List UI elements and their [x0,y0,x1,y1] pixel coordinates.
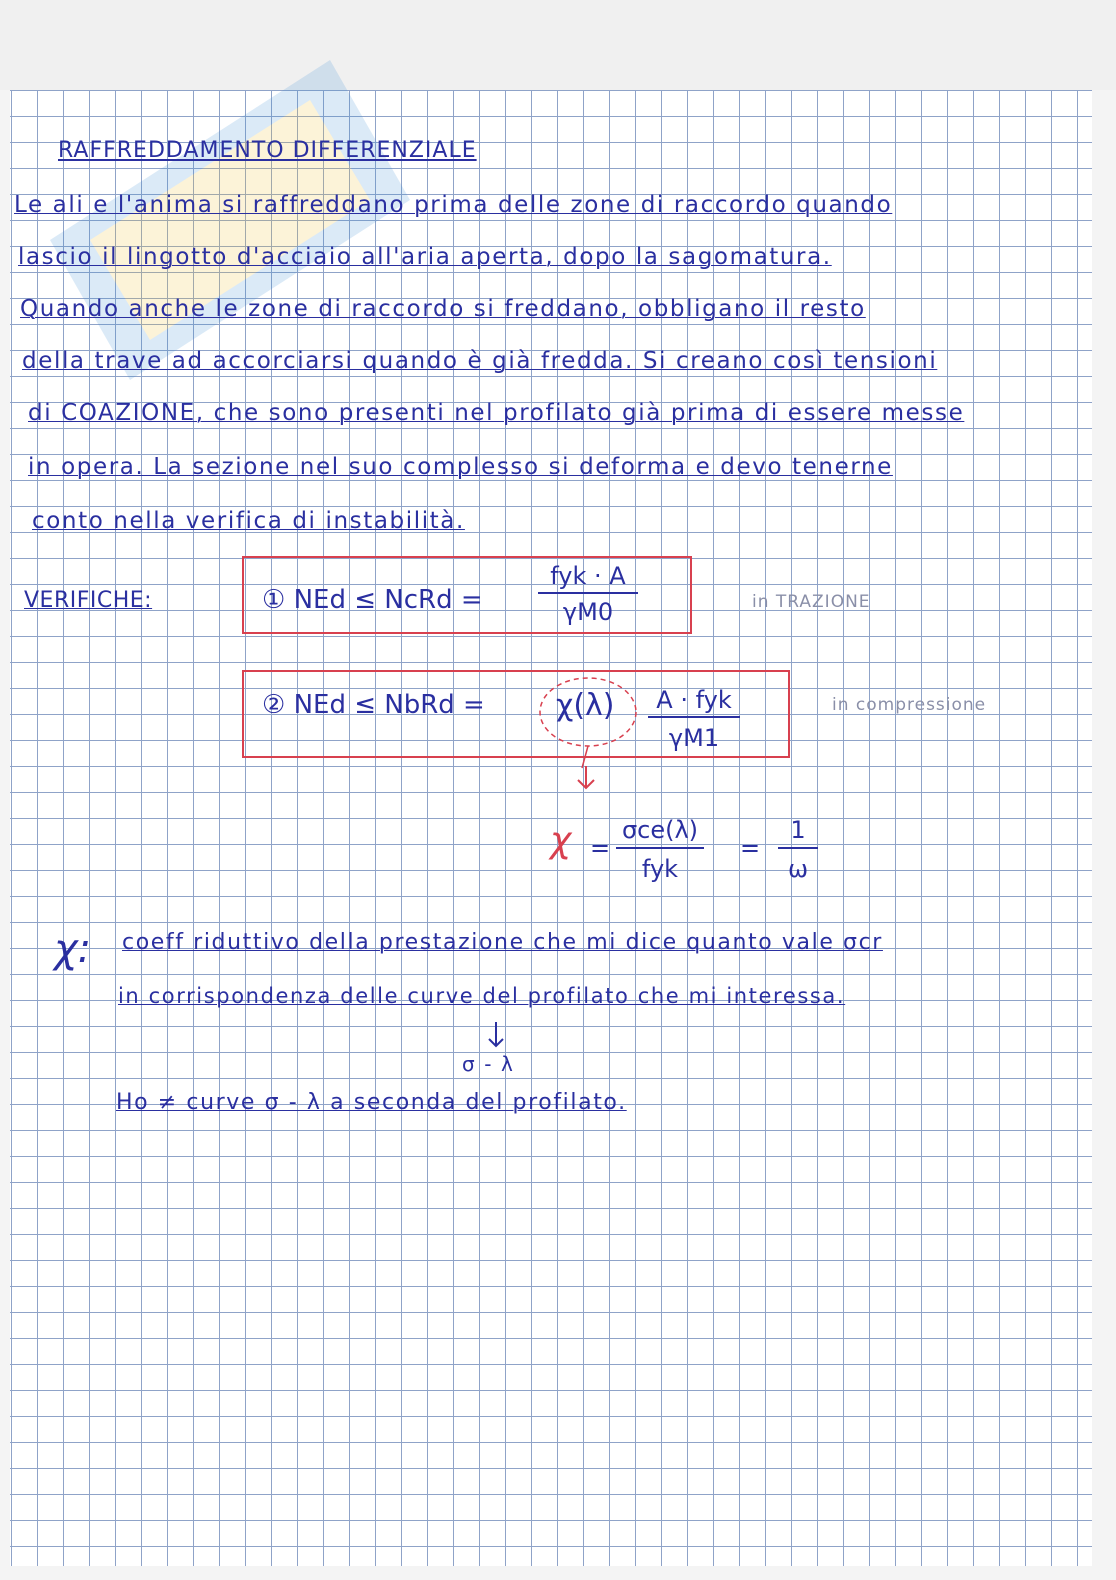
formula3-eq: = [590,834,611,862]
formula1-note: in TRAZIONE [752,592,871,612]
formula3-eq2: = [740,834,761,862]
formula2-lhs: ② NEd ≤ NbRd = [262,690,485,720]
formula3-chi: χ [550,820,572,861]
formula2-chi: χ(λ) [556,688,615,723]
arrow-down-icon [574,766,598,792]
formula2-note: in compressione [832,695,987,715]
formula3-denominator: fyk [641,855,679,883]
text-line: conto nella verifica di instabilità. [32,508,465,534]
formula2-fraction-bar [648,716,740,718]
verifiche-label: VERIFICHE: [24,588,153,613]
text-line: Le ali e l'anima si raffreddano prima delle zone di raccordo quando [14,192,893,218]
formula3-fraction-bar-2 [778,847,818,849]
formula3-numerator: σce(λ) [621,816,699,844]
text-line: della trave ad accorciarsi quando è già fredda. Si creano così tensioni [22,348,938,374]
formula2-numerator: A · fyk [656,686,732,714]
definition-line-1: coeff riduttivo della prestazione che mi dice quanto vale σcr [122,930,883,955]
definition-line-2: in corrispondenza delle curve del profilato che mi interessa. [118,984,846,1008]
arrow-down-icon [486,1022,506,1052]
formula3-numerator2: 1 [790,816,806,844]
formula1-numerator: fyk · A [550,562,626,590]
text-line: lascio il lingotto d'acciaio all'aria aperta, dopo la sagomatura. [18,244,832,270]
formula3-denominator2: ω [787,855,809,883]
definition-symbol: χ: [54,926,92,972]
formula1-fraction-bar [538,592,638,594]
page-title: RAFFREDDAMENTO DIFFERENZIALE [58,138,477,163]
text-line: in opera. La sezione nel suo complesso si deforma e devo tenerne [28,454,893,480]
formula1-lhs: ① NEd ≤ NcRd = [262,585,483,615]
chi-highlight-circle [536,672,640,770]
formula2-denominator: γM1 [668,724,720,752]
text-line: Quando anche le zone di raccordo si freddano, obbligano il resto [20,296,866,322]
formula1-denominator: γM0 [562,598,614,626]
formula3-fraction-bar [616,847,704,849]
text-line: di COAZIONE, che sono presenti nel profilato già prima di essere messe [28,400,965,426]
sigma-lambda-label: σ - λ [462,1052,515,1076]
closing-line: Ho ≠ curve σ - λ a seconda del profilato. [116,1090,627,1115]
